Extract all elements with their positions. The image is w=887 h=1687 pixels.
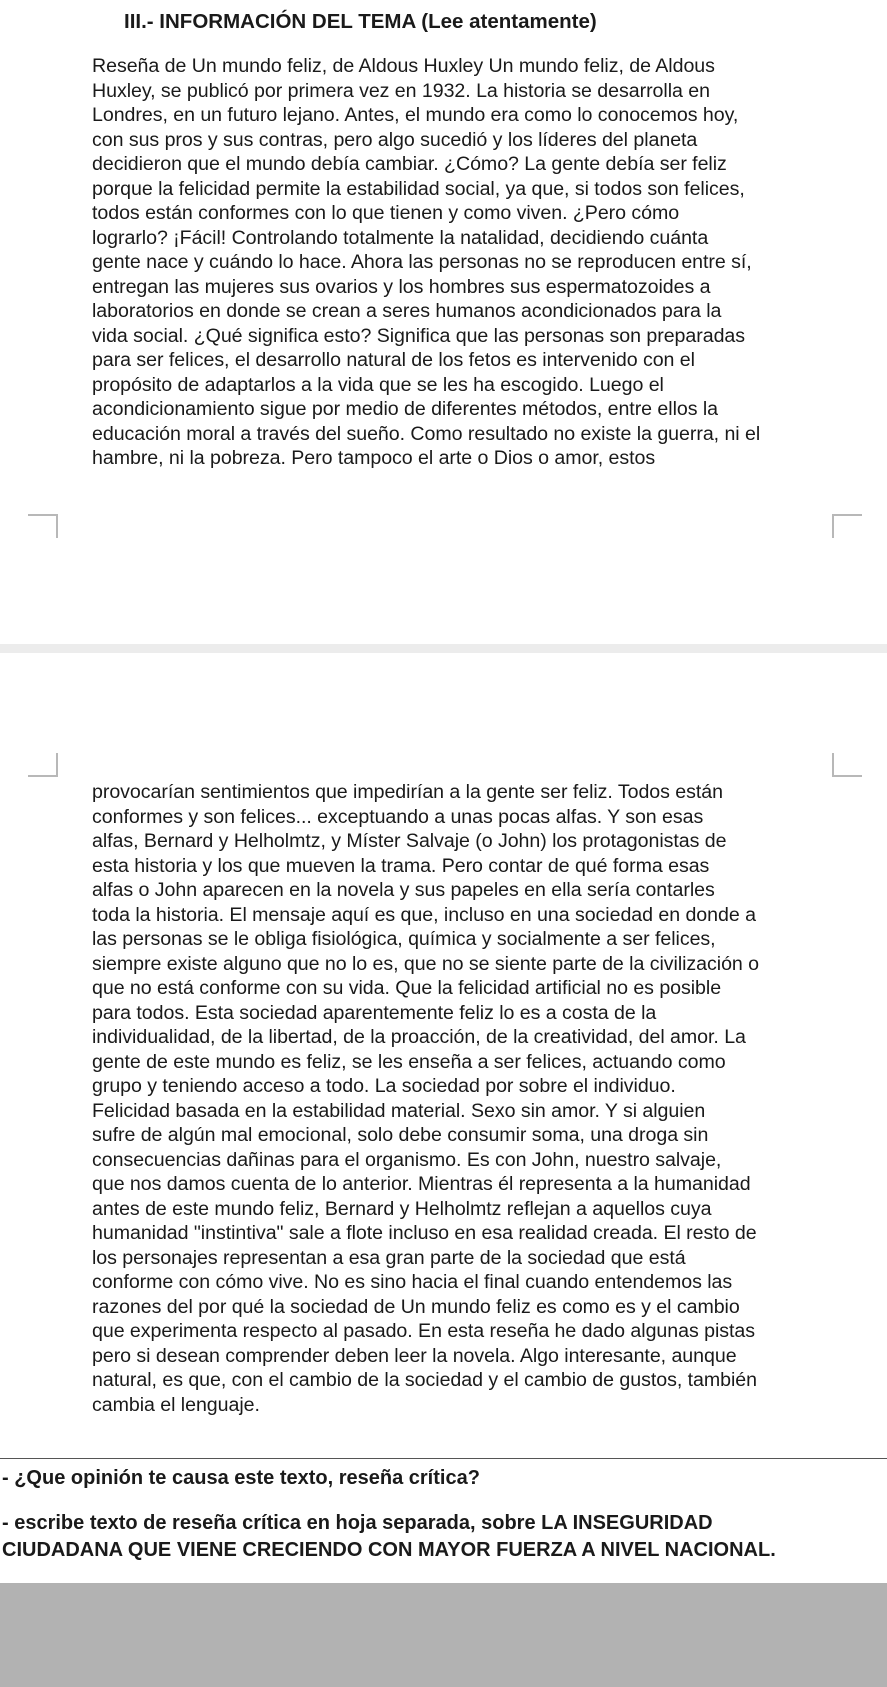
text-line: laboratorios en donde se crean a seres humanos acondicionados para la	[92, 300, 722, 322]
text-line: para ser felices, el desarrollo natural de los fetos es intervenido con el	[92, 349, 695, 371]
page-corner-mark	[28, 753, 58, 777]
text-line: consecuencias dañinas para el organismo. Es con John, nuestro salvaje,	[92, 1148, 722, 1171]
text-line: antes de este mundo feliz, Bernard y Helholmtz reflejan a aquellos cuya	[92, 1197, 712, 1220]
text-line: esta historia y los que mueven la trama. Pero contar de qué forma esas	[92, 854, 710, 877]
text-line: los personajes representan a esa gran parte de la sociedad que está	[92, 1246, 686, 1269]
bottom-gray-area	[0, 1583, 887, 1687]
text-line: entregan las mujeres sus ovarios y los hombres sus espermatozoides a	[92, 275, 711, 298]
text-line: que nos damos cuenta de lo anterior. Mientras él representa a la humanidad	[92, 1173, 751, 1195]
question-opinion: - ¿Que opinión te causa este texto, reseña crítica?	[2, 1467, 480, 1489]
text-line: todos están conformes con lo que tienen y como viven. ¿Pero cómo	[92, 202, 680, 224]
text-line: natural, es que, con el cambio de la sociedad y el cambio de gustos, también	[92, 1369, 757, 1391]
text-line: decidieron que el mundo debía cambiar. ¿Cómo? La gente debía ser feliz	[92, 153, 727, 175]
page-corner-mark	[28, 514, 58, 538]
text-line: grupo y teniendo acceso a todo. La sociedad por sobre el individuo.	[92, 1075, 676, 1097]
text-line: pero si desean comprender deben leer la novela. Algo interesante, aunque	[92, 1344, 737, 1367]
text-line: conforme con cómo vive. No es sino hacia el final cuando entendemos las	[92, 1271, 733, 1293]
page-divider	[0, 644, 887, 653]
text-line: conformes y son felices... exceptuando a unas pocas alfas. Y son esas	[92, 805, 704, 828]
text-line: hambre, ni la pobreza. Pero tampoco el arte o Dios o amor, estos	[92, 447, 656, 469]
text-line: gente nace y cuándo lo hace. Ahora las personas no se reproducen entre sí,	[92, 251, 752, 273]
review-paragraph-2	[92, 780, 759, 1417]
text-line: acondicionamiento sigue por medio de diferentes métodos, entre ellos la	[92, 398, 719, 420]
text-line: Reseña de Un mundo feliz, de Aldous Huxley Un mundo feliz, de Aldous	[92, 55, 715, 77]
text-line: Londres, en un futuro lejano. Antes, el mundo era como lo conocemos hoy,	[92, 104, 739, 126]
text-line: que experimenta respecto al pasado. En esta reseña he dado algunas pistas	[92, 1320, 755, 1342]
text-line: alfas, Bernard y Helholmtz, y Míster Salvaje (o John) los protagonistas de	[92, 830, 727, 852]
text-line: vida social. ¿Qué significa esto? Significa que las personas son preparadas	[92, 324, 746, 347]
text-line: siempre existe alguno que no lo es, que no se siente parte de la civilización o	[92, 952, 760, 975]
text-line: cambia el lenguaje.	[92, 1393, 260, 1416]
section-heading: III.- INFORMACIÓN DEL TEMA (Lee atentamente)	[124, 10, 597, 33]
text-line: razones del por qué la sociedad de Un mundo feliz es como es y el cambio	[92, 1295, 740, 1318]
text-line: Huxley, se publicó por primera vez en 1932. La historia se desarrolla en	[92, 79, 710, 102]
section-divider	[0, 1458, 887, 1459]
text-line: que no está conforme con su vida. Que la felicidad artificial no es posible	[92, 977, 722, 999]
text-line: CIUDADANA QUE VIENE CRECIENDO CON MAYOR FUERZA A NIVEL NACIONAL.	[2, 1538, 776, 1561]
text-line: propósito de adaptarlos a la vida que se les ha escogido. Luego el	[92, 373, 664, 396]
text-line: - escribe texto de reseña crítica en hoja separada, sobre LA INSEGURIDAD	[2, 1512, 713, 1534]
text-line: para todos. Esta sociedad aparentemente feliz lo es a costa de la	[92, 1001, 657, 1024]
review-paragraph-1	[92, 54, 760, 471]
text-line: individualidad, de la libertad, de la proacción, de la creatividad, del amor. La	[92, 1026, 746, 1048]
text-line: toda la historia. El mensaje aquí es que, incluso en una sociedad en donde a	[92, 903, 756, 926]
text-line: sufre de algún mal emocional, solo debe consumir soma, una droga sin	[92, 1124, 709, 1146]
text-line: alfas o John aparecen en la novela y sus papeles en ella sería contarles	[92, 879, 715, 901]
text-line: las personas se le obliga fisiológica, química y socialmente a ser felices,	[92, 928, 716, 950]
text-line: humanidad "instintiva" sale a flote incluso en esa realidad creada. El resto de	[92, 1222, 757, 1244]
text-line: Felicidad basada en la estabilidad material. Sexo sin amor. Y si alguien	[92, 1099, 706, 1122]
text-line: con sus pros y sus contras, pero algo sucedió y los líderes del planeta	[92, 128, 698, 151]
text-line: gente de este mundo es feliz, se les enseña a ser felices, actuando como	[92, 1050, 726, 1073]
text-line: porque la felicidad permite la estabilidad social, ya que, si todos son felices,	[92, 177, 745, 200]
page-corner-mark	[832, 514, 862, 538]
text-line: lograrlo? ¡Fácil! Controlando totalmente la natalidad, decidiendo cuánta	[92, 226, 709, 249]
page-corner-mark	[832, 753, 862, 777]
question-write-review	[2, 1510, 776, 1563]
text-line: provocarían sentimientos que impedirían a la gente ser feliz. Todos están	[92, 781, 723, 803]
text-line: educación moral a través del sueño. Como resultado no existe la guerra, ni el	[92, 422, 761, 445]
